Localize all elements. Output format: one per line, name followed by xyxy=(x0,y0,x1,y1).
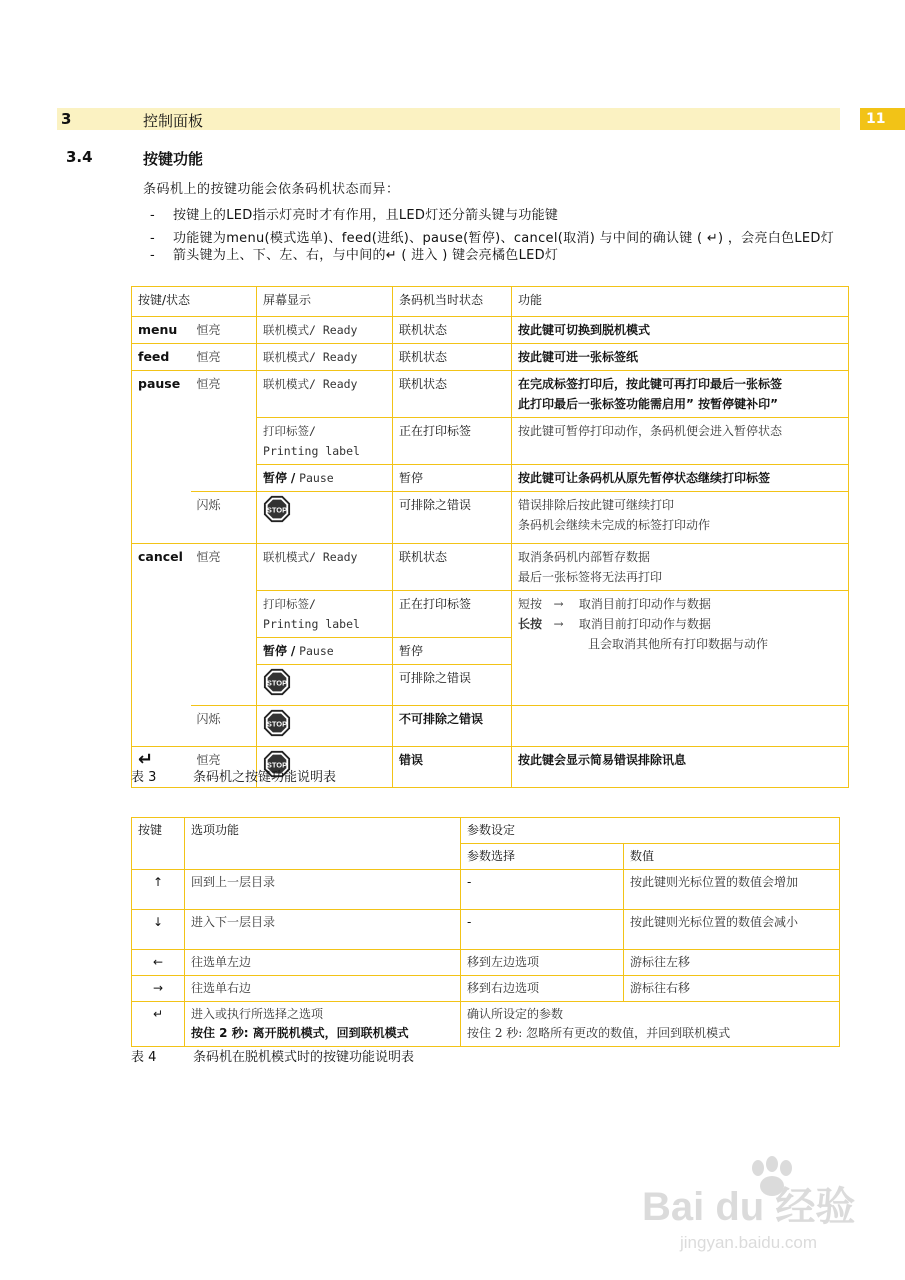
offline-key-table xyxy=(131,817,840,1047)
table3-caption-number: 表 3 xyxy=(131,770,157,785)
col-header-param: 参数设定 xyxy=(461,818,840,844)
stop-sign-icon xyxy=(263,668,291,696)
list-item: - 功能键为menu(模式选单)、feed(进纸)、pause(暂停)、cancel(取消) 与中间的确认键 ( ↵) ，会亮白色LED灯 xyxy=(150,231,835,246)
section-title: 按键功能 xyxy=(143,150,204,168)
table-row: 暂停 / Pause 暂停 xyxy=(132,638,849,665)
stop-sign-icon xyxy=(263,709,291,737)
svg-text:STOP: STOP xyxy=(266,719,288,729)
list-item: - 按键上的LED指示灯亮时才有作用，且LED灯还分箭头键与功能键 xyxy=(150,208,559,223)
table-row: menu 恒亮 联机模式/ Ready 联机状态 按此键可切换到脱机模式 xyxy=(132,317,849,344)
col-header-param-select: 参数选择 xyxy=(461,844,624,870)
chapter-title: 控制面板 xyxy=(143,112,204,130)
baidu-watermark-logo xyxy=(640,1148,870,1258)
table4-caption-number: 表 4 xyxy=(131,1050,157,1065)
table-row: 暂停 / Pause 暂停 按此键可让条码机从原先暂停状态继续打印标签 xyxy=(132,465,849,492)
table-row: → 往选单右边 移到右边选项 游标往右移 xyxy=(132,976,840,1002)
col-header-status: 条码机当时状态 xyxy=(393,287,512,317)
table-row: ← 往选单左边 移到左边选项 游标往左移 xyxy=(132,950,840,976)
table-row: 闪烁 STOP 可排除之错误 错误排除后按此键可继续打印 条码机会继续未完成的标签打印动作 xyxy=(132,492,849,544)
col-header-key: 按键 xyxy=(132,818,185,870)
svg-text:STOP: STOP xyxy=(266,760,288,770)
col-header-key: 按键/状态 xyxy=(132,287,257,317)
chapter-number: 3 xyxy=(61,110,72,128)
page-number: 11 xyxy=(860,108,905,130)
col-header-option: 选项功能 xyxy=(185,818,461,870)
key-function-table xyxy=(131,286,849,788)
table-row: ↵ 恒亮 STOP 错误 按此键会显示简易错误排除讯息 xyxy=(132,747,849,788)
watermark-url: jingyan.baidu.com xyxy=(680,1233,818,1252)
col-header-screen: 屏幕显示 xyxy=(257,287,393,317)
table-row: feed 恒亮 联机模式/ Ready 联机状态 按此键可进一张标签纸 xyxy=(132,344,849,371)
svg-text:STOP: STOP xyxy=(266,505,288,515)
bullet-list xyxy=(150,206,860,269)
watermark-brand: Bai du 经验 xyxy=(642,1185,856,1229)
chapter-header-bar xyxy=(57,108,840,130)
list-item: - 箭头键为上、下、左、右，与中间的↵ ( 进入 ) 键会亮橘色LED灯 xyxy=(150,248,559,263)
table-row: cancel 恒亮 联机模式/ Ready 联机状态 取消条码机内部暂存数据 最后一张标签将无法再打印 xyxy=(132,544,849,591)
col-header-value: 数值 xyxy=(624,844,840,870)
svg-text:STOP: STOP xyxy=(266,678,288,688)
table-row: ↵ 进入或执行所选择之选项 按住 2 秒: 离开脱机模式，回到联机模式 确认所设定的参数 按住 2 秒: 忽略所有更改的数值，并回到联机模式 xyxy=(132,1002,840,1047)
col-header-function: 功能 xyxy=(512,287,849,317)
intro-text: 条码机上的按键功能会依条码机状态而异： xyxy=(143,182,400,197)
section-number: 3.4 xyxy=(66,148,93,166)
table-row: 打印标签/ Printing label 正在打印标签 短按 → 取消目前打印动作与数据 长按 → 取消目前打印动作与数据 且会取消其他所有打印数据与动作 xyxy=(132,591,849,638)
table-row: ↑ 回到上一层目录 - 按此键则光标位置的数值会增加 xyxy=(132,870,840,910)
stop-sign-icon xyxy=(263,495,291,523)
table3-caption: 条码机之按键功能说明表 xyxy=(193,770,337,785)
table-row: STOP 可排除之错误 xyxy=(132,665,849,706)
table-row: 打印标签/ Printing label 正在打印标签 按此键可暂停打印动作，条码机便会进入暂停状态 xyxy=(132,418,849,465)
table-row: 闪烁 STOP 不可排除之错误 xyxy=(132,706,849,747)
table4-caption: 条码机在脱机模式时的按键功能说明表 xyxy=(193,1050,415,1065)
table-row: ↓ 进入下一层目录 - 按此键则光标位置的数值会减小 xyxy=(132,910,840,950)
table-row: pause 恒亮 联机模式/ Ready 联机状态 在完成标签打印后，按此键可再打印最后一张标签 此打印最后一张标签功能需启用” 按暂停键补印” xyxy=(132,371,849,418)
